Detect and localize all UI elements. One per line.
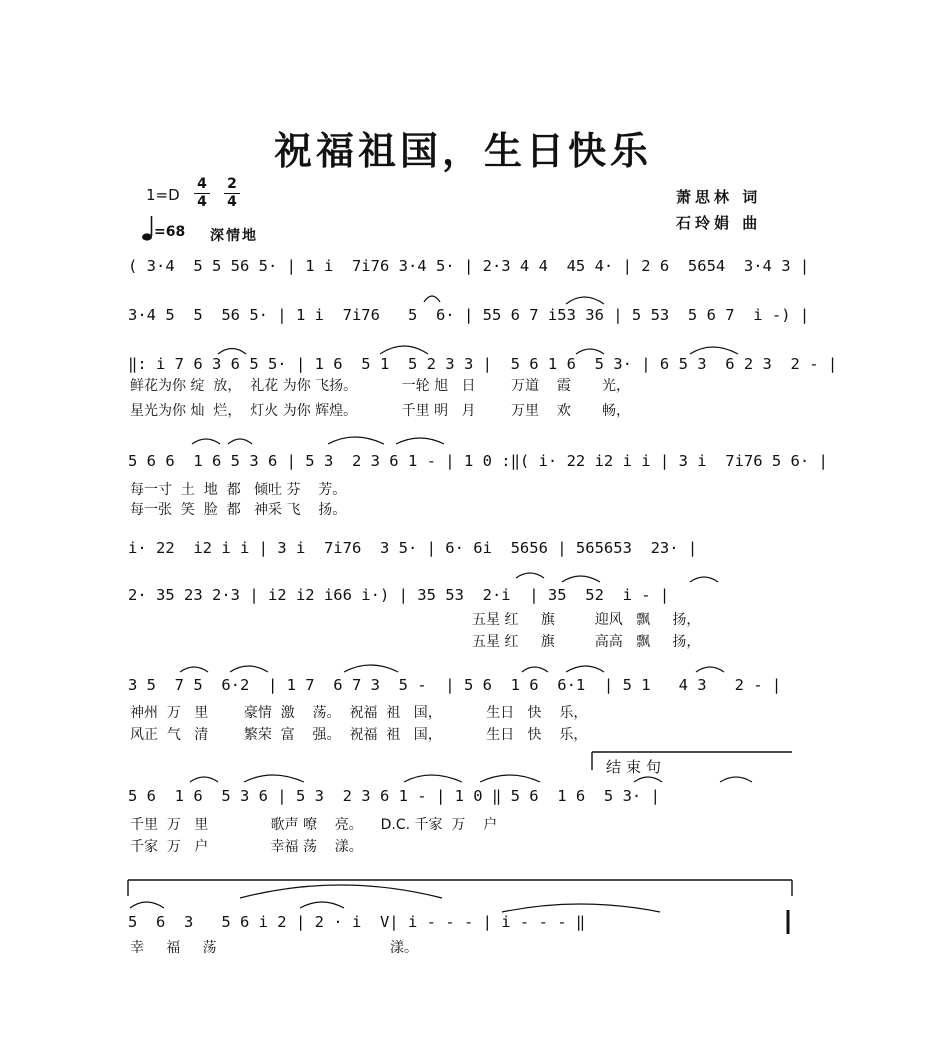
song-title: 祝福祖国，生日快乐 <box>273 128 652 173</box>
coda-label: 结束句 <box>606 758 667 776</box>
notation-line-3: ‖: i 7 6 3 6 5 5· | 1 6 5 1 5 2 3 3 | 5 6 1 6 5 3· | 6 5 3 6 2 3 2 - | <box>128 355 838 373</box>
lyrics-line-6-verse-1: 五星 红 旗 迎风 飘 扬， <box>472 612 701 628</box>
lyricist-credit: 萧思林 词 <box>676 188 762 206</box>
lyrics-line-3-verse-1: 鲜花为你 绽 放， 礼花 为你 飞扬。 一轮 旭 日 万道 霞 光， <box>130 378 631 394</box>
notation-line-9: 5 6 3 5 6 i 2 | 2 · i V| i - - - | i - - - ‖ <box>128 913 586 931</box>
lyrics-line-3-verse-2: 星光为你 灿 烂， 灯火 为你 辉煌。 千里 明 月 万里 欢 畅， <box>130 403 631 419</box>
lyrics-line-7-verse-2: 风正 气 清 繁荣 富 强。 祝福 祖 国， 生日 快 乐， <box>130 727 588 743</box>
notation-line-5: i· 22 i2 i i | 3 i 7i76 3 5· | 6· 6i 5656 | 565653 23· | <box>128 539 698 557</box>
lyrics-line-4-verse-1: 每一寸 土 地 都 倾吐 芬 芳。 <box>130 482 347 498</box>
lyrics-line-7-verse-1: 神州 万 里 豪情 激 荡。 祝福 祖 国， 生日 快 乐， <box>130 705 588 721</box>
time-sig-numerator: 2 <box>224 176 240 194</box>
lyrics-line-6-verse-2: 五星 红 旗 高高 飘 扬， <box>472 634 701 650</box>
notation-line-8: 5 6 1 6 5 3 6 | 5 3 2 3 6 1 - | 1 0 ‖ 5 6 1 6 5 3· | <box>128 787 660 805</box>
notation-line-4: 5 6 6 1 6 5 3 6 | 5 3 2 3 6 1 - | 1 0 :‖( i· 22 i2 i i | 3 i 7i76 5 6· | <box>128 452 828 470</box>
composer-credit: 石玲娟 曲 <box>676 214 762 232</box>
time-sig-numerator: 4 <box>194 176 210 194</box>
lyrics-line-4-verse-2: 每一张 笑 脸 都 神采 飞 扬。 <box>130 502 347 518</box>
tempo-marking: =68 <box>154 224 186 240</box>
expression-marking: 深情地 <box>210 228 258 244</box>
time-sig-denominator: 4 <box>197 194 207 210</box>
notation-line-7: 3 5 7 5 6·2 | 1 7 6 7 3 5 - | 5 6 1 6 6·1 | 5 1 4 3 2 - | <box>128 676 782 694</box>
lyrics-line-8-verse-1: 千里 万 里 歌声 嘹 亮。 D.C. 千家 万 户 <box>130 817 498 833</box>
notation-line-1: ( 3·4 5 5 56 5· | 1 i 7i76 3·4 5· | 2·3 4 4 45 4· | 2 6 5654 3·4 3 | <box>128 257 810 275</box>
notation-line-2: 3·4 5 5 56 5· | 1 i 7i76 5 6· | 55 6 7 i53 36 | 5 53 5 6 7 i -) | <box>128 306 810 324</box>
quarter-note-icon <box>142 216 152 241</box>
time-sig-denominator: 4 <box>227 194 237 210</box>
lyrics-line-8-verse-2: 千家 万 户 幸福 荡 漾。 <box>130 839 363 855</box>
notation-line-6: 2· 35 23 2·3 | i2 i2 i66 i·) | 35 53 2·i | 35 52 i - | <box>128 586 670 604</box>
lyrics-line-9: 幸 福 荡 漾。 <box>130 940 419 956</box>
key-signature: 1=D <box>146 186 180 204</box>
